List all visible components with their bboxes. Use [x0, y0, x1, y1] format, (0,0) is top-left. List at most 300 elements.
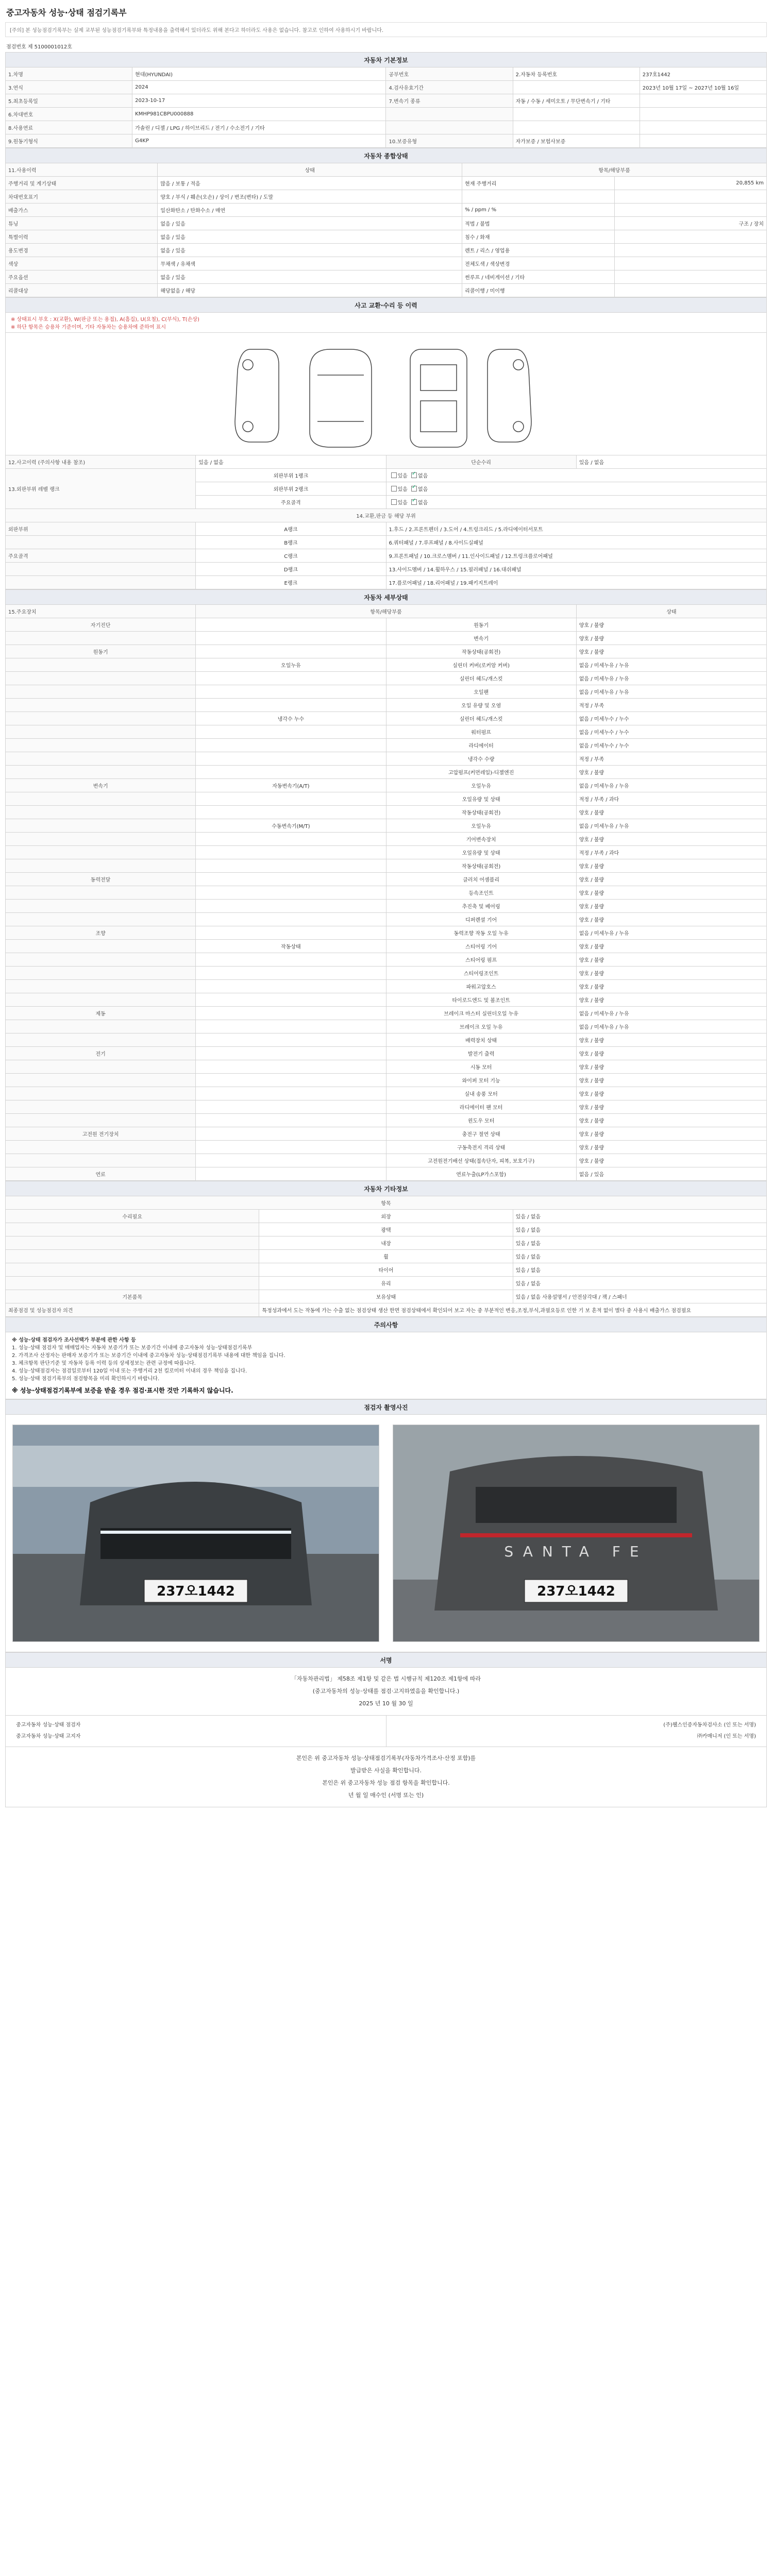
detail-row	[6, 819, 767, 833]
caution-line: 2. 가격조사 산정자는 판매자 보증기가 또는 보증기간 이내에 중고자동차 성능·상태점검기록부 내용에 대한 책임을 집니다.	[12, 1353, 285, 1359]
other-row	[6, 1263, 767, 1277]
detail-sub	[196, 913, 386, 926]
detail-state: 양호 / 불량	[576, 953, 766, 967]
section-sign: 서명	[6, 1653, 767, 1668]
detail-sub	[196, 1100, 386, 1114]
detail-row	[6, 1167, 767, 1181]
overall-state: 없음 / 있음	[158, 270, 462, 284]
caution-line: 3. 체크항목 판단기준 및 자동차 등록 이력 등의 상세정보는 관련 규정에 따릅니다.	[12, 1361, 196, 1366]
detail-item: 실린더 헤드/개스킷	[386, 672, 576, 685]
front-photo-svg	[13, 1425, 379, 1641]
legend-line-2: ※ 하단 항목은 승용차 기준이며, 기타 자동차는 승용차에 준하여 표시	[11, 325, 166, 330]
other-head: 항목	[6, 1196, 767, 1210]
other-state: 있음 / 없음	[513, 1236, 766, 1250]
parts-row	[6, 522, 767, 536]
sign-line-2: (중고자동차의 성능·상태를 점검·고지하였음을 확인합니다.)	[312, 1688, 460, 1694]
parts-group: 외판부위	[6, 522, 196, 536]
detail-group	[6, 819, 196, 833]
detail-state: 적정 / 부족 / 과다	[576, 792, 766, 806]
basic-value: KMHP981CBPU000888	[132, 108, 386, 121]
detail-item: 연료누출(LP가스포함)	[386, 1167, 576, 1181]
detail-sub: 작동상태	[196, 940, 386, 953]
detail-item: 작동상태(공회전)	[386, 806, 576, 819]
detail-sub	[196, 739, 386, 752]
detail-row	[6, 1033, 767, 1047]
detail-head-3: 상태	[576, 605, 766, 618]
overall-row	[6, 204, 767, 217]
overall-head-3: 항목/해당부품	[462, 163, 767, 177]
detail-group	[6, 980, 196, 993]
detail-state: 없음 / 미세누유 / 누유	[576, 1007, 766, 1020]
overall-value	[614, 244, 766, 257]
caution-table	[5, 1317, 767, 1399]
detail-group	[6, 658, 196, 672]
detail-sub	[196, 1007, 386, 1020]
detail-row	[6, 913, 767, 926]
sign-table	[5, 1652, 767, 1807]
basic-label: 8.사용연료	[6, 121, 132, 134]
overall-note: 리콜이행 / 미이행	[462, 284, 614, 297]
caution-body	[6, 1332, 767, 1399]
detail-state: 없음 / 미세누수 / 누수	[576, 739, 766, 752]
parts-rank: D랭크	[196, 563, 386, 576]
detail-group	[6, 712, 196, 725]
rear-photo-svg	[393, 1425, 759, 1641]
detail-state: 양호 / 불량	[576, 1154, 766, 1167]
detail-state: 없음 / 있음	[576, 1167, 766, 1181]
basic-label-2	[386, 108, 513, 121]
detail-sub	[196, 900, 386, 913]
detail-item: 동력조향 작동 오일 누유	[386, 926, 576, 940]
parts-rank: A랭크	[196, 522, 386, 536]
detail-item: 고압펌프(커먼레일)-디젤엔진	[386, 766, 576, 779]
detail-state: 양호 / 불량	[576, 618, 766, 632]
other-group	[6, 1250, 259, 1263]
detail-state: 양호 / 불량	[576, 1087, 766, 1100]
car-left-side	[235, 349, 279, 442]
overall-row	[6, 257, 767, 270]
basic-label: 1.차명	[6, 67, 132, 81]
notice-text: [주의] 본 성능점검기록부는 실제 교부된 성능점검기록부와 특정내용을 출력해서 있더라도 위해 본다고 하더라도 사용은 없습니다. 참고로 인하여 사용하시기 바랍니다.	[5, 22, 767, 37]
other-group: 기본품목	[6, 1290, 259, 1303]
basic-label: 9.원동기형식	[6, 134, 132, 148]
detail-item: 실내 송풍 모터	[386, 1087, 576, 1100]
detail-sub	[196, 833, 386, 846]
overall-state: 해당없음 / 해당	[158, 284, 462, 297]
parts-rank: E랭크	[196, 576, 386, 589]
basic-value-3: 237호1442	[640, 67, 766, 81]
detail-row	[6, 672, 767, 685]
car-underbody	[410, 349, 467, 447]
basic-label-2: 4.검사유효기간	[386, 81, 513, 94]
detail-group	[6, 1154, 196, 1167]
detail-group: 연료	[6, 1167, 196, 1181]
detail-sub	[196, 1167, 386, 1181]
overall-value	[614, 257, 766, 270]
detail-state: 양호 / 불량	[576, 967, 766, 980]
parts-row	[6, 563, 767, 576]
detail-group: 조향	[6, 926, 196, 940]
basic-row	[6, 81, 767, 94]
overall-label: 차대번호표기	[6, 190, 158, 204]
detail-row	[6, 1007, 767, 1020]
basic-value-3	[640, 134, 766, 148]
section-accident: 사고 교환·수리 등 이력	[6, 298, 767, 313]
detail-sub	[196, 1127, 386, 1141]
basic-value: 2023-10-17	[132, 94, 386, 108]
detail-group	[6, 752, 196, 766]
detail-row	[6, 940, 767, 953]
detail-row	[6, 725, 767, 739]
detail-state: 양호 / 불량	[576, 873, 766, 886]
detail-item: 작동상태(공회전)	[386, 859, 576, 873]
overall-note: % / ppm / %	[462, 204, 614, 217]
detail-state: 양호 / 불량	[576, 886, 766, 900]
detail-item: 타이로드엔드 및 볼조인트	[386, 993, 576, 1007]
detail-row	[6, 967, 767, 980]
detail-group	[6, 1060, 196, 1074]
accident-state: 있음 / 없음	[196, 455, 386, 469]
detail-item: 오일유량 및 상태	[386, 792, 576, 806]
detail-sub	[196, 926, 386, 940]
car-diagram	[6, 333, 767, 455]
overall-label: 색상	[6, 257, 158, 270]
detail-state: 양호 / 불량	[576, 645, 766, 658]
plate-rear: 237오1442	[537, 1584, 615, 1599]
other-group	[6, 1236, 259, 1250]
detail-table	[5, 589, 767, 1181]
basic-value: G4KP	[132, 134, 386, 148]
detail-row	[6, 1127, 767, 1141]
detail-state: 없음 / 미세누유 / 누유	[576, 779, 766, 792]
parts-group	[6, 536, 196, 549]
overall-state: 없음 / 있음	[158, 244, 462, 257]
detail-sub	[196, 699, 386, 712]
detail-item: 냉각수 수량	[386, 752, 576, 766]
detail-state: 양호 / 불량	[576, 1127, 766, 1141]
car-diagram-svg	[8, 334, 761, 452]
overall-label: 특별이력	[6, 230, 158, 244]
basic-value: 가솔린 / 디젤 / LPG / 하이브리드 / 전기 / 수소전기 / 기타	[132, 121, 386, 134]
detail-state: 양호 / 불량	[576, 766, 766, 779]
detail-state: 양호 / 불량	[576, 1100, 766, 1114]
detail-sub	[196, 1087, 386, 1100]
detail-row	[6, 645, 767, 658]
sign-left-1: 중고자동차 성능·상태 점검자	[16, 1722, 81, 1728]
detail-row	[6, 886, 767, 900]
detail-item: 윈도우 모터	[386, 1114, 576, 1127]
detail-row	[6, 632, 767, 645]
detail-state: 적정 / 부족 / 과다	[576, 846, 766, 859]
other-item: 광택	[259, 1223, 513, 1236]
other-state: 있음 / 없음	[513, 1210, 766, 1223]
detail-group	[6, 766, 196, 779]
sign-date: 2025 년 10 월 30 일	[359, 1700, 413, 1707]
other-state: 있음 / 없음	[513, 1277, 766, 1290]
photo-rear	[393, 1425, 760, 1642]
basic-value: 현대(HYUNDAI)	[132, 67, 386, 81]
detail-state: 없음 / 미세누유 / 누유	[576, 819, 766, 833]
detail-sub	[196, 993, 386, 1007]
accident-legend	[6, 313, 767, 333]
detail-row	[6, 699, 767, 712]
detail-state: 없음 / 미세누유 / 누유	[576, 685, 766, 699]
other-row	[6, 1290, 767, 1303]
overall-label: 튜닝	[6, 217, 158, 230]
detail-row	[6, 926, 767, 940]
parts-rank: C랭크	[196, 549, 386, 563]
other-group	[6, 1223, 259, 1236]
detail-group: 자기진단	[6, 618, 196, 632]
detail-row	[6, 980, 767, 993]
rank-row-2: 외판부위 2랭크	[196, 482, 386, 496]
detail-item: 배력장치 상태	[386, 1033, 576, 1047]
detail-row	[6, 685, 767, 699]
detail-item: 오일유량 및 상태	[386, 846, 576, 859]
rank-label: 13.외판부위 레벨 랭크	[6, 469, 196, 509]
caution-line: 1. 성능·상태 점검자 및 매매업자는 자동차 보증기가 또는 보증기간 이내에 중고자동차 성능·상태점검기록부	[12, 1345, 253, 1351]
basic-label-2: 7.변속기 종류	[386, 94, 513, 108]
overall-state-table	[5, 148, 767, 297]
detail-head-2: 항목/해당부품	[196, 605, 577, 618]
basic-value: 2024	[132, 81, 386, 94]
overall-note: 침수 / 화재	[462, 230, 614, 244]
detail-row	[6, 752, 767, 766]
basic-label-2: 공부번호	[386, 67, 513, 81]
other-item: 타이어	[259, 1263, 513, 1277]
detail-item: 구동축전지 격리 상태	[386, 1141, 576, 1154]
overall-label: 리콜대상	[6, 284, 158, 297]
detail-group	[6, 1033, 196, 1047]
overall-value	[614, 284, 766, 297]
overall-state: 양호 / 부식 / 훼손(오손) / 상이 / 변조(변타) / 도말	[158, 190, 462, 204]
overall-row	[6, 284, 767, 297]
detail-group	[6, 699, 196, 712]
detail-row	[6, 1047, 767, 1060]
overall-note: 전체도색 / 색상변경	[462, 257, 614, 270]
detail-state: 없음 / 미세누유 / 누유	[576, 1020, 766, 1033]
overall-note: 렌트 / 리스 / 영업용	[462, 244, 614, 257]
detail-head-1: 15.주요장치	[6, 605, 196, 618]
parts-title: 14.교환,판금 등 해당 부위	[6, 509, 767, 522]
sign-line-1: 「자동차관리법」 제58조 제1항 및 같은 법 시행규칙 제120조 제1항에 따라	[291, 1675, 481, 1682]
detail-row	[6, 1154, 767, 1167]
detail-sub	[196, 1154, 386, 1167]
detail-sub	[196, 618, 386, 632]
detail-sub: 수동변속기(M/T)	[196, 819, 386, 833]
detail-row	[6, 993, 767, 1007]
detail-group	[6, 967, 196, 980]
detail-group: 전기	[6, 1047, 196, 1060]
detail-group: 원동기	[6, 645, 196, 658]
detail-row	[6, 900, 767, 913]
detail-state: 양호 / 불량	[576, 632, 766, 645]
detail-group	[6, 953, 196, 967]
basic-label: 3.연식	[6, 81, 132, 94]
overall-head-2: 상태	[158, 163, 462, 177]
detail-row	[6, 806, 767, 819]
basic-value-2: 자가보증 / 보험사보증	[513, 134, 640, 148]
car-right-side	[488, 349, 531, 442]
detail-sub	[196, 632, 386, 645]
basic-label-2	[386, 121, 513, 134]
basic-value-2: 2.자동차 등록번호	[513, 67, 640, 81]
section-basic-info: 자동차 기본정보	[6, 53, 767, 67]
overall-label: 주요옵션	[6, 270, 158, 284]
other-row	[6, 1277, 767, 1290]
basic-info-table	[5, 52, 767, 148]
other-row	[6, 1236, 767, 1250]
detail-group	[6, 833, 196, 846]
detail-row	[6, 859, 767, 873]
detail-sub	[196, 953, 386, 967]
detail-item: 브레이크 오일 누유	[386, 1020, 576, 1033]
caution-line: 5. 성능·상태 점검기록부의 점검항목을 미리 확인하시기 바랍니다.	[12, 1376, 160, 1382]
detail-item: 실린더 커버(로커암 커버)	[386, 658, 576, 672]
detail-sub	[196, 846, 386, 859]
parts-list: 9.프론트패널 / 10.크로스멤버 / 11.인사이드패널 / 12.트렁크플로어패널	[386, 549, 767, 563]
detail-sub	[196, 980, 386, 993]
basic-value-2	[513, 108, 640, 121]
detail-row	[6, 1100, 767, 1114]
parts-row	[6, 549, 767, 563]
other-item: 내장	[259, 1236, 513, 1250]
detail-item: 오일누유	[386, 819, 576, 833]
detail-item: 등속조인트	[386, 886, 576, 900]
detail-state: 양호 / 불량	[576, 940, 766, 953]
other-item: 유리	[259, 1277, 513, 1290]
detail-state: 양호 / 불량	[576, 1141, 766, 1154]
detail-state: 양호 / 불량	[576, 1033, 766, 1047]
footer-2: 발급받은 사실을 확인합니다.	[350, 1767, 422, 1774]
sign-right-2: ㈜카매니저 (인 또는 서명)	[697, 1734, 756, 1739]
detail-row	[6, 779, 767, 792]
detail-state: 없음 / 미세누유 / 누유	[576, 926, 766, 940]
detail-sub	[196, 1047, 386, 1060]
page-title: 중고자동차 성능·상태 점검기록부	[6, 8, 127, 18]
detail-state: 적정 / 부족	[576, 752, 766, 766]
detail-sub	[196, 792, 386, 806]
overall-value	[614, 270, 766, 284]
detail-row	[6, 1020, 767, 1033]
parts-list: 13.사이드멤버 / 14.휠하우스 / 15.필러패널 / 16.대쉬패널	[386, 563, 767, 576]
basic-row	[6, 94, 767, 108]
detail-state: 양호 / 불량	[576, 1047, 766, 1060]
detail-state: 없음 / 미세누수 / 누수	[576, 712, 766, 725]
detail-state: 양호 / 불량	[576, 806, 766, 819]
overall-label: 용도변경	[6, 244, 158, 257]
other-state: 있음 / 없음	[513, 1223, 766, 1236]
detail-row	[6, 1141, 767, 1154]
detail-group	[6, 993, 196, 1007]
section-other: 자동차 기타정보	[6, 1181, 767, 1196]
detail-sub	[196, 873, 386, 886]
detail-row	[6, 833, 767, 846]
overall-state: 없음 / 있음	[158, 230, 462, 244]
plate-front: 237오1442	[157, 1584, 235, 1599]
overall-note: 적법 / 불법	[462, 217, 614, 230]
caution-line: 4. 성능·상태점검자는 점검일로부터 120일 이내 또는 주행거리 2천 킬로미터 이내의 경우 책임을 집니다.	[12, 1368, 247, 1374]
detail-item: 발전기 출력	[386, 1047, 576, 1060]
parts-row	[6, 576, 767, 589]
detail-item: 디퍼렌셜 기어	[386, 913, 576, 926]
basic-label: 6.차대번호	[6, 108, 132, 121]
accident-label: 12.사고이력 (주의사항 내용 참조)	[6, 455, 196, 469]
rank-row-1: 외판부위 1랭크	[196, 469, 386, 482]
detail-item: 워터펌프	[386, 725, 576, 739]
other-row	[6, 1223, 767, 1236]
detail-sub: 자동변속기(A/T)	[196, 779, 386, 792]
detail-sub	[196, 725, 386, 739]
detail-state: 양호 / 불량	[576, 1114, 766, 1127]
detail-item: 브레이크 마스터 실린더오일 누유	[386, 1007, 576, 1020]
footer-3: 본인은 위 중고자동차 성능 점검 항목을 확인합니다.	[322, 1780, 450, 1786]
detail-item: 시동 모터	[386, 1060, 576, 1074]
sign-right-1: (주)웰스인증자동차검사소 (인 또는 서명)	[663, 1722, 756, 1728]
footer-4: 년 월 일 매수인 (서명 또는 인)	[348, 1792, 424, 1799]
overall-row	[6, 244, 767, 257]
detail-group	[6, 806, 196, 819]
overall-state: 많음 / 보통 / 적음	[158, 177, 462, 190]
detail-group: 고전원 전기장치	[6, 1127, 196, 1141]
parts-list: 17.플로어패널 / 18.리어패널 / 19.패키지트레이	[386, 576, 767, 589]
detail-item: 와이퍼 모터 기능	[386, 1074, 576, 1087]
section-detail: 자동차 세부상태	[6, 590, 767, 605]
detail-group	[6, 900, 196, 913]
overall-value	[614, 230, 766, 244]
overall-row	[6, 217, 767, 230]
detail-group	[6, 685, 196, 699]
detail-group	[6, 792, 196, 806]
repair-label: 단순수리	[386, 455, 576, 469]
detail-item: 오일팬	[386, 685, 576, 699]
detail-sub	[196, 645, 386, 658]
detail-item: 클러치 어셈블리	[386, 873, 576, 886]
other-table	[5, 1181, 767, 1317]
detail-item: 스티어링 펌프	[386, 953, 576, 967]
basic-value-2	[513, 121, 640, 134]
overall-value	[614, 190, 766, 204]
report-page	[5, 4, 767, 1807]
section-overall: 자동차 종합상태	[6, 148, 767, 163]
basic-value-3: 2023년 10월 17일 ~ 2027년 10월 16일	[640, 81, 766, 94]
detail-row	[6, 953, 767, 967]
detail-row	[6, 846, 767, 859]
detail-item: 변속기	[386, 632, 576, 645]
detail-group	[6, 1100, 196, 1114]
other-item: 보유상태	[259, 1290, 513, 1303]
basic-label-2: 10.보증유형	[386, 134, 513, 148]
overall-note: 현재 주행거리	[462, 177, 614, 190]
rank-row-2-state: 있음 ✓없음	[386, 482, 767, 496]
other-group	[6, 1263, 259, 1277]
detail-row	[6, 739, 767, 752]
detail-item: 작동상태(공회전)	[386, 645, 576, 658]
detail-group	[6, 632, 196, 645]
detail-sub	[196, 1141, 386, 1154]
parts-group	[6, 563, 196, 576]
detail-group	[6, 846, 196, 859]
rank-row-1-state: 있음 ✓없음	[386, 469, 767, 482]
detail-sub: 오일누유	[196, 658, 386, 672]
detail-sub	[196, 752, 386, 766]
cert-number: 점검번호 제 5100001012호	[6, 44, 72, 50]
overall-label: 배출가스	[6, 204, 158, 217]
detail-item: 고전원전기배선 상태(접속단자, 피복, 보호기구)	[386, 1154, 576, 1167]
overall-row	[6, 230, 767, 244]
detail-group: 제동	[6, 1007, 196, 1020]
detail-sub	[196, 672, 386, 685]
